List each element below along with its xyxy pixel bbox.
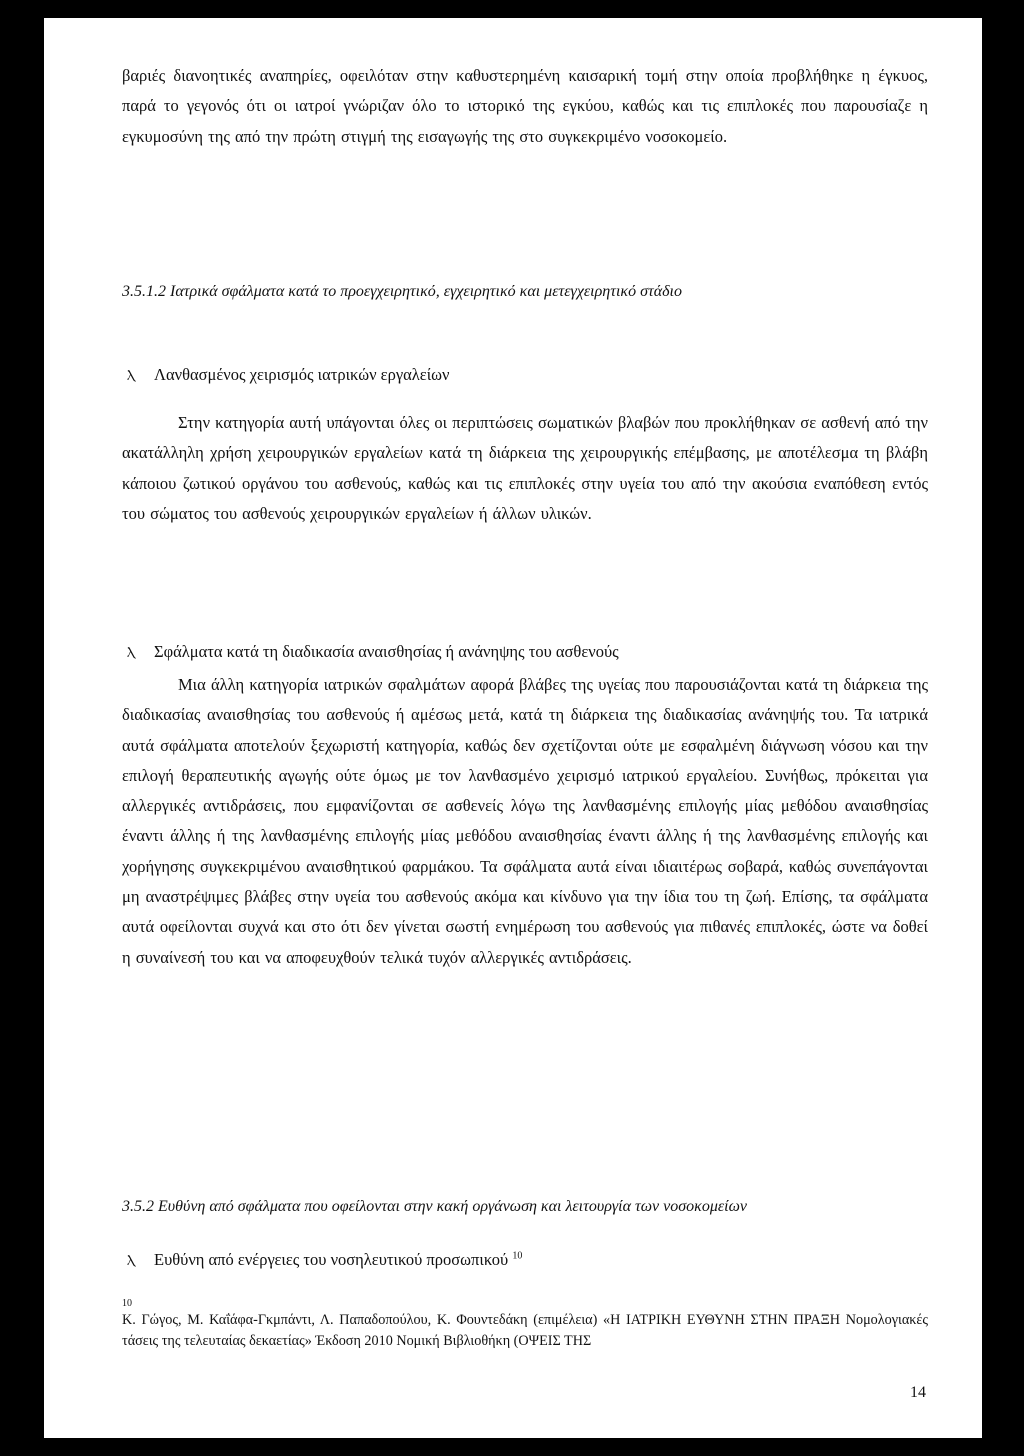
section-heading-block — [122, 280, 928, 304]
footnote-number: 10 — [122, 1298, 132, 1309]
bullet-arrow-icon: Ⲗ — [127, 369, 135, 383]
section-heading-352-block — [122, 1196, 928, 1218]
bullet-1-body: Στην κατηγορία αυτή υπάγονται όλες οι περιπτώσεις σωματικών βλαβών που προκλήθηκαν σε ασθενή από την ακατάλληλη χρήση χειρουργικών εργαλείων κατά τη διάρκεια της χειρουργικής επέμβασης, με αποτέλεσμα τη βλάβη κάποιου ζωτικού οργάνου του ασθενούς, καθώς και τις επιπλοκές στην υγεία του από την ακούσια εναπόθεση εντός του σώματος του ασθενούς χειρουργικών εργαλείων ή άλλων υλικών. — [122, 413, 928, 523]
bullet-1-block — [122, 363, 928, 388]
bullet-2-block — [122, 640, 928, 665]
footnote-block — [122, 1298, 928, 1352]
bullet-3-title — [154, 1248, 522, 1272]
document-page — [44, 18, 982, 1438]
section-heading-3-5-2: 3.5.2 Ευθύνη από σφάλματα που οφείλονται στην κακή οργάνωση και λειτουργία των νοσοκομείων — [122, 1198, 747, 1215]
bullet-2-title-line — [122, 640, 928, 665]
footnote-reference: 10 — [512, 1250, 523, 1262]
bullet-2-body: Μια άλλη κατηγορία ιατρικών σφαλμάτων αφορά βλάβες της υγείας που παρουσιάζονται κατά τη διάρκεια της διαδικασίας αναισθησίας του ασθενούς ή αμέσως μετά, κατά τη διάρκεια της διαδικασίας ανάνηψής του. Τα ιατρικά αυτά σφάλματα αποτελούν ξεχωριστή κατηγορία, καθώς δεν σχετίζονται ούτε με εσφαλμένη διάγνωση νόσου και την επιλογή θεραπευτικής αγωγής ούτε όμως με τον λανθασμένο χειρισμό ιατρικού εργαλείου. Συνήθως, πρόκειται για αλλεργικές αντιδράσεις, που εμφανίζονται σε ασθενείς λόγω της λανθασμένης επιλογής μίας μεθόδου αναισθησίας έναντι άλλης ή της λανθασμένης επιλογής μίας μεθόδου αναισθησίας έναντι άλλης ή της λανθασμένης επιλογής και χορήγησης συγκεκριμένου αναισθητικού φαρμάκου. Τα σφάλματα αυτά είναι ιδιαιτέρως σοβαρά, καθώς συνεπάγονται μη αναστρέψιμες βλάβες στην υγεία του ασθενούς ακόμα και κίνδυνο για την ίδια του τη ζωή. Επίσης, τα σφάλματα αυτά οφείλονται συχνά και στο ότι δεν γίνεται σωστή ενημέρωση του ασθενούς για πιθανές επιπλοκές, ώστε να δοθεί η συναίνεσή του και να αποφευχθούν τελικά τυχόν αλλεργικές αντιδράσεις. — [122, 675, 928, 967]
bullet-2-title: Σφάλματα κατά τη διαδικασία αναισθησίας ή ανάνηψης του ασθενούς — [154, 642, 619, 661]
bullet-3-title-line — [122, 1248, 928, 1273]
bullet-1-title: Λανθασμένος χειρισμός ιατρικών εργαλείων — [154, 365, 450, 384]
bullet-3-block — [122, 1248, 928, 1273]
section-heading-3-5-1-2: 3.5.1.2 Ιατρικά σφάλματα κατά το προεγχειρητικό, εγχειρητικό και μετεγχειρητικό στάδιο — [122, 283, 682, 300]
bullet-1-title-line — [122, 363, 928, 388]
bullet-1-body-block — [122, 408, 928, 529]
page-number: 14 — [910, 1384, 926, 1401]
footnote-text: Κ. Γώγος, Μ. Καΐάφα-Γκμπάντι, Λ. Παπαδοπούλου, Κ. Φουντεδάκη (επιμέλεια) «Η ΙΑΤΡΙΚΗ ΕΥΘΥΝΗ ΣΤΗΝ ΠΡΑΞΗ Νομολογιακές τάσεις της τελευταίας δεκαετίας» Έκδοση 2010 Νομική Βιβλιοθήκη (ΟΨΕΙΣ ΤΗΣ — [122, 1312, 928, 1349]
intro-block — [122, 61, 928, 152]
bullet-arrow-icon: Ⲗ — [127, 1254, 135, 1268]
bullet-3-title-text: Ευθύνη από ενέργειες του νοσηλευτικού προσωπικού — [154, 1250, 509, 1269]
intro-paragraph: βαριές διανοητικές αναπηρίες, οφειλόταν στην καθυστερημένη καισαρική τομή στην οποία προβλήθηκε η έγκυος, παρά το γεγονός ότι οι ιατροί γνώριζαν όλο το ιστορικό της εγκύου, καθώς και τις επιπλοκές που παρουσίαζε η εγκυμοσύνη της από την πρώτη στιγμή της εισαγωγής της στο συγκεκριμένο νοσοκομείο. — [122, 66, 928, 146]
bullet-2-body-block — [122, 670, 928, 973]
bullet-arrow-icon: Ⲗ — [127, 646, 135, 660]
